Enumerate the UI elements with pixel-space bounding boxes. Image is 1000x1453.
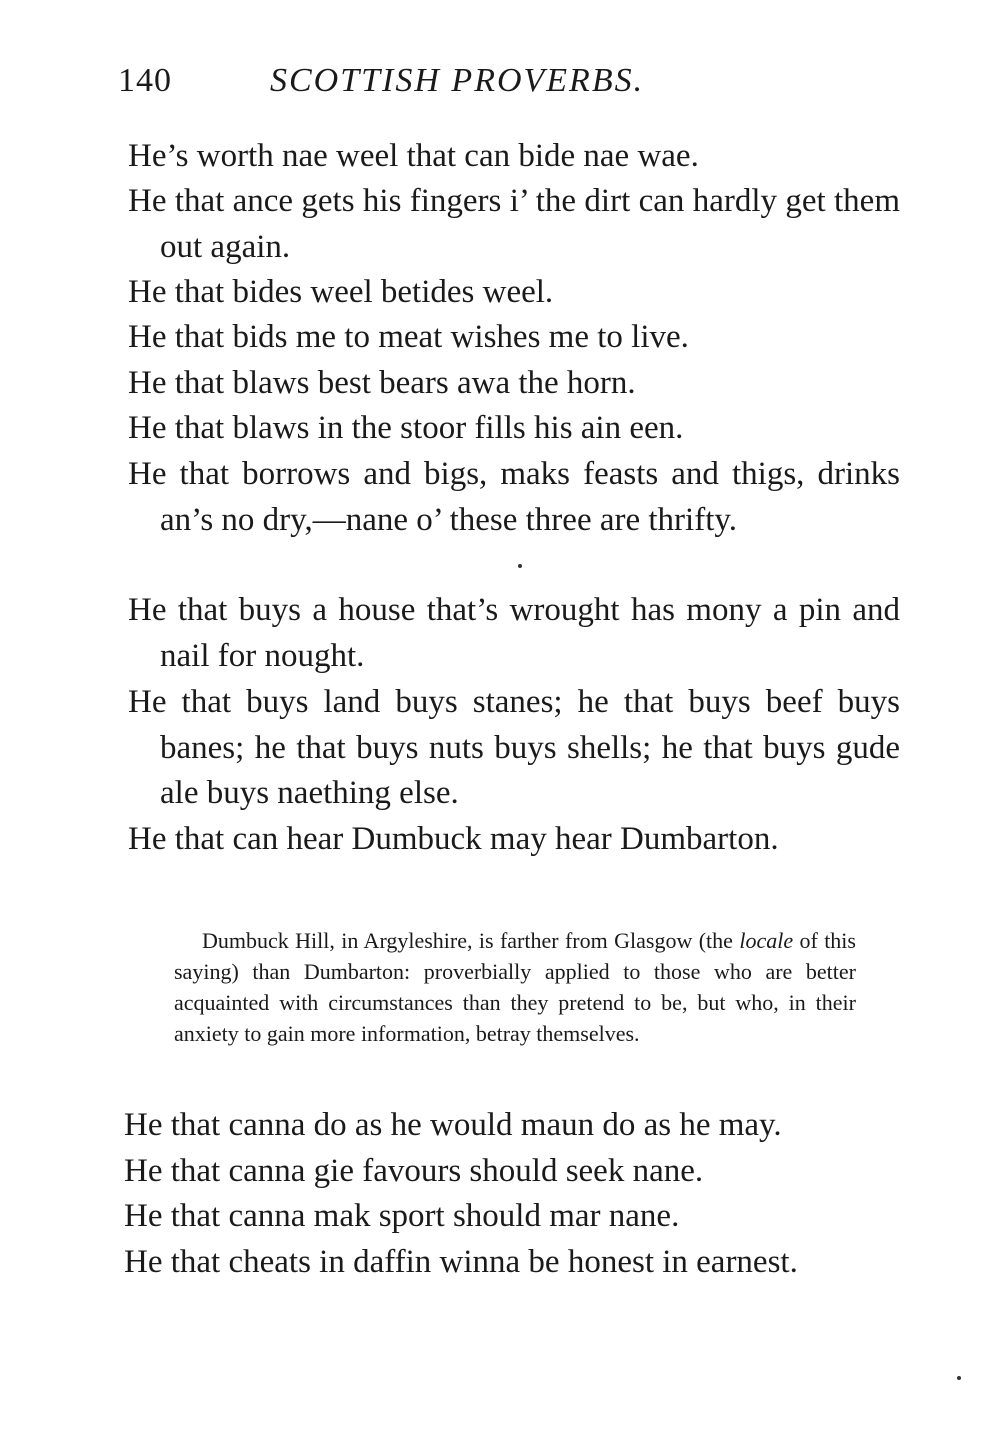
running-title: SCOTTISH PROVERBS. xyxy=(270,62,645,99)
proverb: He’s worth nae weel that can bide nae wae. xyxy=(128,138,699,174)
note-text: of this saying) than Dumbarton: proverbially applied to those who are better acquainted with circumstances than they pretend to be, but who, in their anxiety to gain more information, betray themselves. xyxy=(174,928,856,1046)
proverb: He that buys a house that’s wrought has mony a pin and nail for nought. xyxy=(128,592,900,674)
proverb: He that bides weel betides weel. xyxy=(128,274,554,310)
proverb: He that ance gets his fingers i’ the dirt can hardly get them out again. xyxy=(128,183,900,265)
note-text: Dumbuck Hill, in Argyleshire, is farther from Glasgow (the xyxy=(202,928,740,953)
explanatory-note xyxy=(174,925,856,1049)
proverb: He that borrows and bigs, maks feasts and thigs, drinks an’s no dry,—nane o’ these three are thrifty. xyxy=(128,456,900,538)
page-header xyxy=(118,62,878,110)
proverb: He that bids me to meat wishes me to live. xyxy=(128,319,689,355)
proverb: He that cheats in daffin winna be honest in earnest. xyxy=(124,1244,798,1280)
proverb: He that canna mak sport should mar nane. xyxy=(124,1198,680,1234)
print-speck xyxy=(518,564,522,568)
proverb: He that can hear Dumbuck may hear Dumbarton. xyxy=(128,821,779,857)
page-number: 140 xyxy=(118,62,172,99)
proverb: He that canna gie favours should seek nane. xyxy=(124,1153,704,1189)
note-emphasis: locale xyxy=(739,928,794,953)
proverb: He that canna do as he would maun do as he may. xyxy=(124,1107,782,1143)
proverb: He that blaws in the stoor fills his ain een. xyxy=(128,410,684,446)
proverb: He that buys land buys stanes; he that buys beef buys banes; he that buys nuts buys shells; he that buys gude ale buys naething else. xyxy=(128,684,900,811)
proverb: He that blaws best bears awa the horn. xyxy=(128,365,636,401)
print-speck xyxy=(957,1376,961,1380)
